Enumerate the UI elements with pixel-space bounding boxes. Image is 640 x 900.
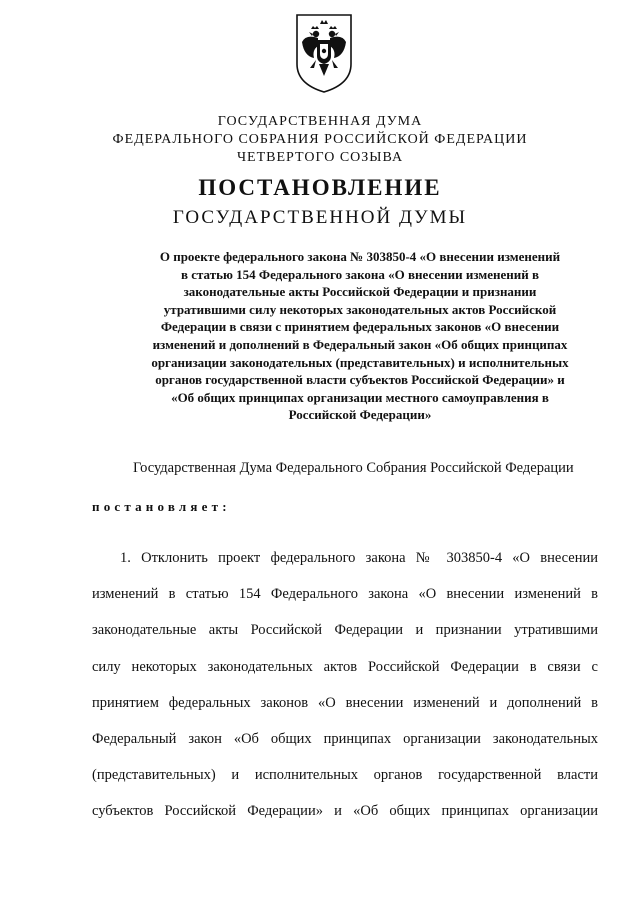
subject-line: законодательные акты Российской Федерации и признании bbox=[183, 284, 537, 300]
body-line: (представительных) и исполнительных органов государственной власти bbox=[92, 767, 598, 784]
coat-of-arms-icon bbox=[294, 12, 354, 94]
body-line: силу некоторых законодательных актов Российской Федерации в связи с bbox=[92, 658, 598, 675]
subject-line: О проекте федерального закона № 303850-4 «О внесении изменений bbox=[159, 249, 561, 264]
header-line-1: ГОСУДАРСТВЕННАЯ ДУМА bbox=[217, 114, 423, 129]
body-line: субъектов Российской Федерации» и «Об общих принципах организации bbox=[92, 803, 598, 820]
intro-text: Государственная Дума Федерального Собрания Российской Федерации bbox=[133, 460, 574, 476]
document-title: ПОСТАНОВЛЕНИЕ bbox=[198, 175, 442, 200]
subject-line: Федерации в связи с принятием федеральных законов «О внесении bbox=[160, 319, 560, 335]
resolution-subject bbox=[110, 248, 610, 424]
body-line: законодательные акты Российской Федерации и признании утратившими bbox=[92, 622, 598, 639]
resolves-heading: постановляет: bbox=[92, 499, 231, 514]
body-line: 1. Отклонить проект федерального закона № 303850-4 «О внесении bbox=[120, 550, 598, 566]
body-line: принятием федеральных законов «О внесении изменений и дополнений в bbox=[92, 694, 598, 711]
subject-line: Российской Федерации» bbox=[288, 407, 432, 423]
subject-line: органов государственной власти субъектов Российской Федерации» и bbox=[155, 372, 565, 388]
document-subtitle: ГОСУДАРСТВЕННОЙ ДУМЫ bbox=[172, 207, 468, 228]
subject-line: организации законодательных (представительных) и исполнительных bbox=[151, 354, 569, 370]
subject-line: в статью 154 Федерального закона «О внесении изменений в bbox=[180, 266, 540, 282]
subject-line: утратившими силу некоторых законодательных актов Российской bbox=[163, 301, 557, 317]
body-line: Федеральный закон «Об общих принципах организации законодательных bbox=[92, 730, 598, 747]
header-line-3: ЧЕТВЕРТОГО СОЗЫВА bbox=[236, 150, 404, 165]
subject-line: изменений и дополнений в Федеральный закон «Об общих принципах bbox=[152, 336, 568, 352]
resolution-body bbox=[92, 549, 598, 839]
subject-line: «Об общих принципах организации местного самоуправления в bbox=[171, 389, 549, 405]
body-line: изменений в статью 154 Федерального закона «О внесении изменений в bbox=[92, 586, 598, 603]
header-line-2: ФЕДЕРАЛЬНОГО СОБРАНИЯ РОССИЙСКОЙ ФЕДЕРАЦИИ bbox=[112, 132, 528, 147]
